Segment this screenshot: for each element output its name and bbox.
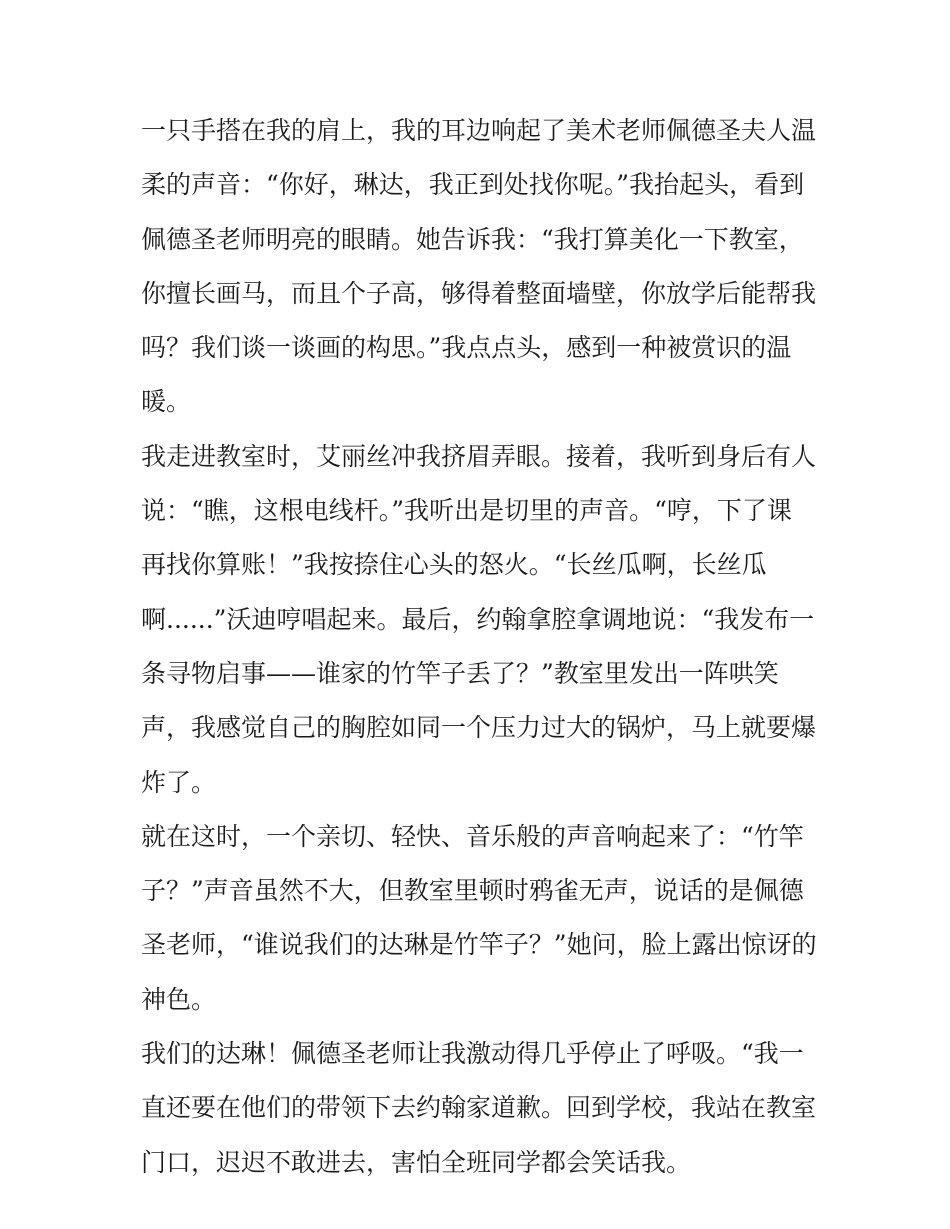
text-line: 炸了。 <box>141 767 217 797</box>
text-line: 条寻物启事——谁家的竹竿子丢了？”教室里发出一阵哄笑 <box>141 658 779 688</box>
text-line: 佩德圣老师明亮的眼睛。她告诉我：“我打算美化一下教室， <box>141 224 804 254</box>
text-line: 声，我感觉自己的胸腔如同一个压力过大的锅炉，马上就要爆 <box>141 713 817 743</box>
text-line: 直还要在他们的带领下去约翰家道歉。回到学校，我站在教室 <box>141 1093 817 1123</box>
text-line: 啊......”沃迪哼唱起来。最后，约翰拿腔拿调地说：“我发布一 <box>141 604 815 634</box>
document-body <box>141 104 821 1190</box>
text-line: 圣老师，“谁说我们的达琳是竹竿子？”她问，脸上露出惊讶的 <box>141 930 817 960</box>
text-line: 一只手搭在我的肩上，我的耳边响起了美术老师佩德圣夫人温 <box>141 116 817 145</box>
text-line: 再找你算账！”我按捺住心头的怒火。“长丝瓜啊，长丝瓜 <box>141 550 767 580</box>
text-line: 就在这时，一个亲切、轻快、音乐般的声音响起来了：“竹竿 <box>141 821 804 851</box>
text-line: 柔的声音：“你好，琳达，我正到处找你呢。”我抬起头，看到 <box>141 170 805 200</box>
text-line: 吗？我们谈一谈画的构思。”我点点头，感到一种被赏识的温 <box>141 333 792 363</box>
text-line: 我们的达琳！佩德圣老师让我激动得几乎停止了呼吸。“我一 <box>141 1039 804 1069</box>
text-line: 我走进教室时，艾丽丝冲我挤眉弄眼。接着，我听到身后有人 <box>141 441 817 471</box>
text-line: 门口，迟迟不敢进去，害怕全班同学都会笑话我。 <box>141 1147 692 1177</box>
text-line: 神色。 <box>141 984 217 1014</box>
text-line: 你擅长画马，而且个子高，够得着整面墙壁，你放学后能帮我 <box>141 278 817 308</box>
text-line: 暖。 <box>141 387 192 417</box>
text-line: 说：“瞧，这根电线杆。”我听出是切里的声音。“哼，下了课 <box>141 496 792 526</box>
text-line: 子？”声音虽然不大，但教室里顿时鸦雀无声，说话的是佩德 <box>141 876 804 906</box>
